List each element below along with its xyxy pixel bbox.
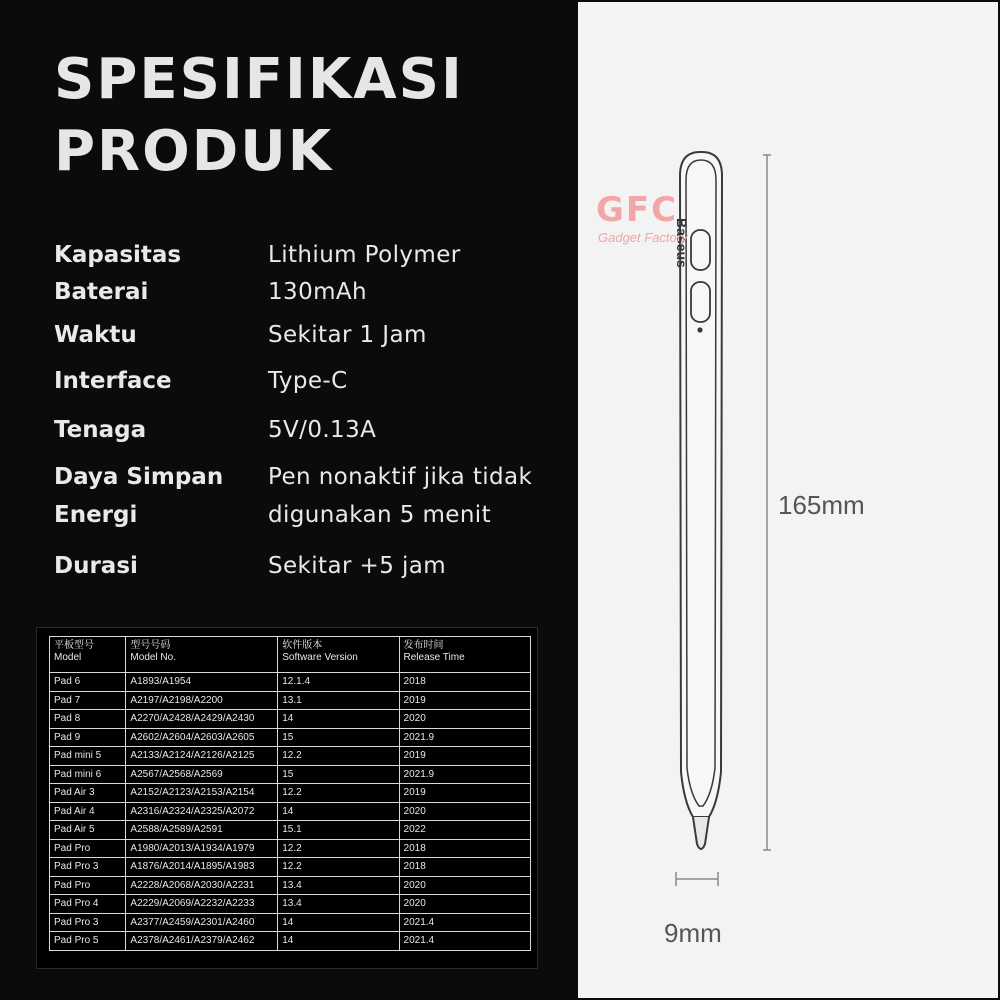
spec-value-waktu: Sekitar 1 Jam <box>268 322 427 348</box>
cell-software-version: 12.2 <box>278 784 399 803</box>
table-row <box>50 747 531 766</box>
cell-software-version: 13.4 <box>278 876 399 895</box>
cell-release-time: 2020 <box>399 802 530 821</box>
spec-label-interface: Interface <box>54 368 172 394</box>
cell-release-time: 2018 <box>399 673 530 692</box>
table-row <box>50 710 531 729</box>
cell-model: Pad Pro <box>50 839 126 858</box>
table-row <box>50 913 531 932</box>
header-model-no-cn: 型号号码 <box>130 640 171 651</box>
cell-release-time: 2022 <box>399 821 530 840</box>
header-software-cn: 软件版本 <box>282 640 323 651</box>
cell-model-no: A2602/A2604/A2603/A2605 <box>126 728 278 747</box>
width-dimension-line <box>676 872 718 886</box>
cell-model: Pad mini 5 <box>50 747 126 766</box>
cell-release-time: 2019 <box>399 747 530 766</box>
header-software-en: Software Version <box>282 652 358 663</box>
cell-model-no: A2228/A2068/A2030/A2231 <box>126 876 278 895</box>
cell-model-no: A2270/A2428/A2429/A2430 <box>126 710 278 729</box>
cell-model: Pad 7 <box>50 691 126 710</box>
cell-software-version: 13.4 <box>278 895 399 914</box>
page-title-line-2: PRODUK <box>54 119 334 184</box>
spec-value-daya-simpan-1: Pen nonaktif jika tidak <box>268 464 533 490</box>
table-row <box>50 821 531 840</box>
cell-software-version: 14 <box>278 710 399 729</box>
cell-model-no: A2377/A2459/A2301/A2460 <box>126 913 278 932</box>
spec-value-tenaga: 5V/0.13A <box>268 417 377 443</box>
cell-release-time: 2018 <box>399 858 530 877</box>
cell-model: Pad Air 5 <box>50 821 126 840</box>
header-model <box>50 637 126 673</box>
cell-release-time: 2020 <box>399 710 530 729</box>
cell-model-no: A2197/A2198/A2200 <box>126 691 278 710</box>
cell-model: Pad Pro 4 <box>50 895 126 914</box>
cell-model-no: A2133/A2124/A2126/A2125 <box>126 747 278 766</box>
cell-model: Pad mini 6 <box>50 765 126 784</box>
cell-software-version: 15 <box>278 728 399 747</box>
table-header-row <box>50 637 531 673</box>
cell-software-version: 12.1.4 <box>278 673 399 692</box>
header-release-time <box>399 637 530 673</box>
header-model-no-en: Model No. <box>130 652 176 663</box>
length-dimension-line <box>763 155 771 850</box>
cell-software-version: 12.2 <box>278 839 399 858</box>
spec-label-durasi: Durasi <box>54 553 138 579</box>
cell-software-version: 14 <box>278 932 399 951</box>
cell-model-no: A2316/A2324/A2325/A2072 <box>126 802 278 821</box>
cell-model-no: A2229/A2069/A2232/A2233 <box>126 895 278 914</box>
cell-model: Pad Air 4 <box>50 802 126 821</box>
header-release-cn: 发布时间 <box>403 640 444 651</box>
spec-label-tenaga: Tenaga <box>54 417 147 443</box>
cell-model: Pad 8 <box>50 710 126 729</box>
spec-label-waktu: Waktu <box>54 322 137 348</box>
table-row <box>50 673 531 692</box>
cell-release-time: 2020 <box>399 876 530 895</box>
cell-software-version: 15.1 <box>278 821 399 840</box>
cell-model: Pad Pro <box>50 876 126 895</box>
cell-model-no: A1893/A1954 <box>126 673 278 692</box>
spec-value-baterai: 130mAh <box>268 279 368 305</box>
length-label: 165mm <box>778 490 865 520</box>
spec-value-kapasitas: Lithium Polymer <box>268 242 461 268</box>
cell-model-no: A2378/A2461/A2379/A2462 <box>126 932 278 951</box>
cell-software-version: 14 <box>278 913 399 932</box>
cell-release-time: 2021.9 <box>399 728 530 747</box>
cell-model: Pad Pro 3 <box>50 913 126 932</box>
brand-label: Baseus <box>674 218 690 268</box>
cell-release-time: 2021.4 <box>399 932 530 951</box>
spec-label-kapasitas: Kapasitas <box>54 242 182 268</box>
compatibility-table <box>49 636 531 951</box>
cell-release-time: 2021.4 <box>399 913 530 932</box>
cell-software-version: 15 <box>278 765 399 784</box>
width-label: 9mm <box>664 918 722 948</box>
cell-release-time: 2019 <box>399 784 530 803</box>
cell-model: Pad Air 3 <box>50 784 126 803</box>
cell-model-no: A2152/A2123/A2153/A2154 <box>126 784 278 803</box>
table-row <box>50 876 531 895</box>
spec-label-daya-simpan: Daya Simpan <box>54 464 224 490</box>
spec-value-durasi: Sekitar +5 jam <box>268 553 447 579</box>
compatibility-table-panel <box>36 627 538 969</box>
cell-model: Pad 6 <box>50 673 126 692</box>
cell-model: Pad Pro 5 <box>50 932 126 951</box>
page-title-line-1: SPESIFIKASI <box>54 47 464 112</box>
cell-release-time: 2021.9 <box>399 765 530 784</box>
cell-model-no: A2567/A2568/A2569 <box>126 765 278 784</box>
spec-label-energi: Energi <box>54 502 138 528</box>
spec-value-daya-simpan-2: digunakan 5 menit <box>268 502 492 528</box>
table-row <box>50 895 531 914</box>
cell-software-version: 13.1 <box>278 691 399 710</box>
cell-software-version: 12.2 <box>278 858 399 877</box>
cell-release-time: 2020 <box>399 895 530 914</box>
table-row <box>50 839 531 858</box>
watermark-subtitle: Gadget Factory <box>598 230 688 245</box>
table-row <box>50 765 531 784</box>
cell-model-no: A1876/A2014/A1895/A1983 <box>126 858 278 877</box>
table-row <box>50 784 531 803</box>
cell-model: Pad 9 <box>50 728 126 747</box>
cell-software-version: 12.2 <box>278 747 399 766</box>
header-software-version <box>278 637 399 673</box>
header-model-cn: 平板型号 <box>54 640 94 651</box>
spec-label-baterai: Baterai <box>54 279 149 305</box>
cell-model: Pad Pro 3 <box>50 858 126 877</box>
table-row <box>50 932 531 951</box>
header-model-no <box>126 637 278 673</box>
cell-model-no: A1980/A2013/A1934/A1979 <box>126 839 278 858</box>
watermark-logo: GFC <box>596 190 679 230</box>
spec-value-interface: Type-C <box>268 368 348 394</box>
header-model-en: Model <box>54 652 82 663</box>
table-row <box>50 691 531 710</box>
table-row <box>50 728 531 747</box>
cell-release-time: 2019 <box>399 691 530 710</box>
table-body <box>50 673 531 951</box>
table-row <box>50 802 531 821</box>
watermark <box>596 192 726 252</box>
cell-software-version: 14 <box>278 802 399 821</box>
header-release-en: Release Time <box>403 652 465 663</box>
cell-model-no: A2588/A2589/A2591 <box>126 821 278 840</box>
table-row <box>50 858 531 877</box>
cell-release-time: 2018 <box>399 839 530 858</box>
